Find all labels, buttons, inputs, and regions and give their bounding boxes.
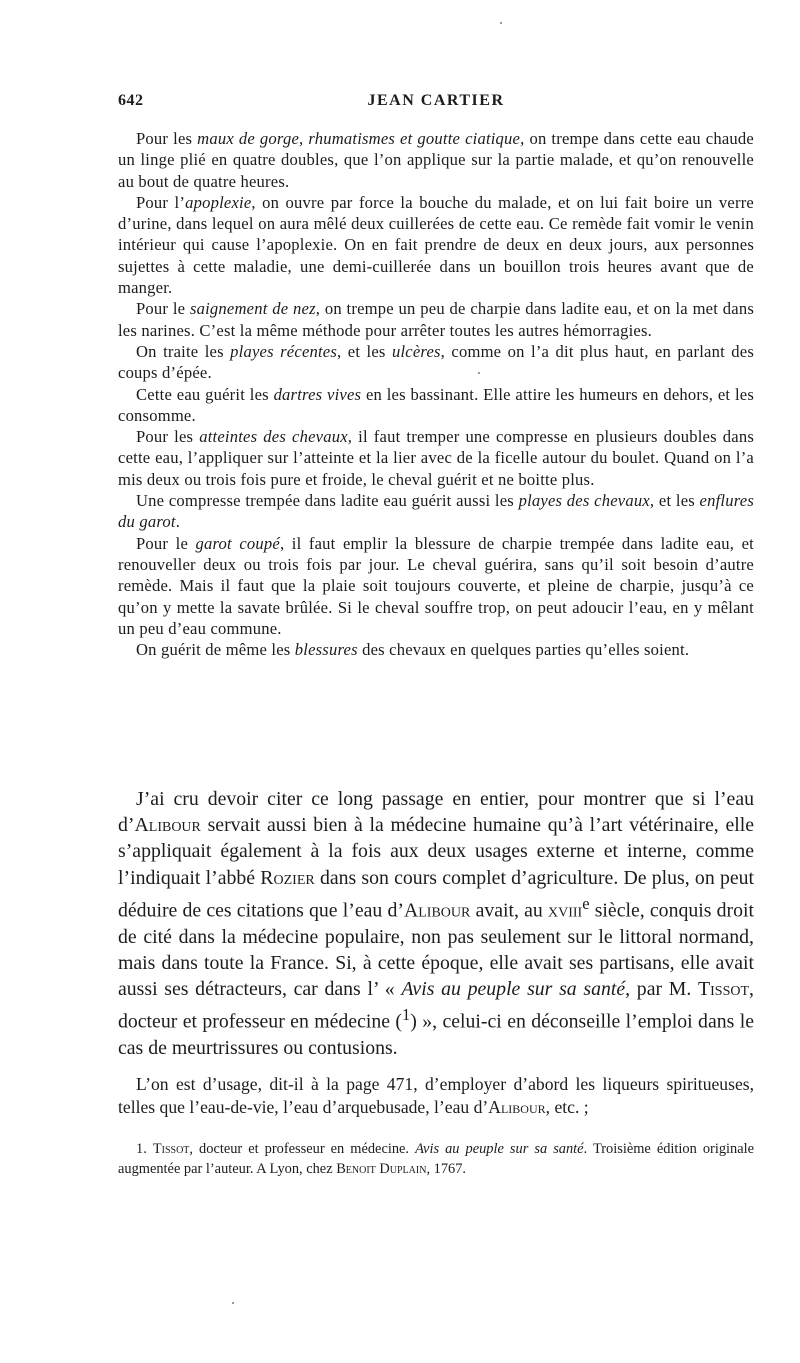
running-header xyxy=(118,92,754,114)
text-run: . Troisième édition originale augmentée par l’auteur. A Lyon, chez xyxy=(118,1141,754,1177)
small-caps-text: Tissot xyxy=(698,978,750,1001)
italic-text: Avis au peuple sur sa santé xyxy=(401,978,626,1001)
text-run: ) », celui-ci en déconseille l’emploi dans le cas de meurtrissures ou contusions. xyxy=(118,1010,754,1060)
superscript: 1 xyxy=(402,1005,411,1025)
quote-paragraph xyxy=(118,490,754,533)
footnote-paragraph xyxy=(118,1140,754,1179)
text-run: , docteur et professeur en médecine. xyxy=(189,1141,416,1157)
text-run: Pour le xyxy=(136,533,196,553)
text-run: , on trempe dans cette eau chaude un linge plié en quatre doubles, que l’on applique sur la partie malade, et qu’on renouvelle au bout de quatre heures. xyxy=(118,129,754,191)
quote-paragraph xyxy=(118,533,754,639)
text-run: dans son cours complet d’agriculture. De plus, on peut déduire de ces citations que l’eau d’ xyxy=(118,866,754,922)
superscript: e xyxy=(582,893,590,913)
text-run: , comme on l’a dit plus haut, en parlant des coups d’épée. xyxy=(118,341,754,383)
text-run: , 1767. xyxy=(426,1160,467,1177)
small-caps-text: Alibour xyxy=(403,899,471,922)
quote-paragraph xyxy=(118,298,754,341)
quote-paragraph xyxy=(118,192,754,298)
text-run: , docteur et professeur en médecine ( xyxy=(118,978,754,1033)
small-caps-text: Tissot xyxy=(152,1141,190,1157)
italic-text: maux de gorge, rhumatismes et goutte ciatique xyxy=(197,129,521,148)
text-run: avait, au xyxy=(470,899,548,922)
footnote xyxy=(118,1140,754,1179)
text-run: des chevaux en quelques parties qu’elles soient. xyxy=(357,640,690,660)
text-run: 1. xyxy=(136,1141,153,1157)
quote-paragraph xyxy=(118,341,754,384)
text-run: J’ai cru devoir citer ce long passage en entier, pour montrer que si l’eau d’ xyxy=(118,788,754,837)
text-run: Pour le xyxy=(136,299,190,319)
quote-paragraph xyxy=(118,639,754,660)
small-caps-text: Alibour xyxy=(134,814,201,837)
text-run: , et les xyxy=(337,341,392,361)
text-run: . xyxy=(175,512,181,532)
text-run: Cette eau guérit les xyxy=(136,384,274,404)
italic-text: atteintes des chevaux xyxy=(199,427,348,447)
paper-speck xyxy=(500,22,502,24)
italic-text: apoplexie xyxy=(185,192,252,212)
text-run: L’on est d’usage, dit-il à la page 471, d’employer d’abord les liqueurs spiritueuses, telles que l’eau-de-vie, l’eau d’arquebusade, l’eau d’ xyxy=(118,1074,754,1117)
italic-text: playes des chevaux xyxy=(518,491,650,511)
text-run: siècle, conquis droit de cité dans la médecine populaire, non pas seulement sur le littoral normand, mais dans toute la France. Si, à cette époque, elle avait ses partisans, elle avait aussi ses détracteurs, car dans l’ « xyxy=(118,899,754,1001)
text-run: On guérit de même les xyxy=(136,640,295,660)
italic-text: playes récentes xyxy=(230,341,338,361)
text-run: On traite les xyxy=(136,341,231,361)
text-run: , et les xyxy=(649,491,700,511)
quoted-passage xyxy=(118,128,754,660)
italic-text: enflures du garot xyxy=(118,491,754,532)
text-run: , etc. ; xyxy=(545,1096,589,1117)
small-caps-text: Benoit Duplain xyxy=(336,1160,427,1177)
italic-text: saignement de nez xyxy=(189,299,316,319)
quote-paragraph xyxy=(118,128,754,192)
italic-text: dartres vives xyxy=(273,384,362,404)
text-run: , il faut emplir la blessure de charpie trempée dans ladite eau, et renouveller deux ou trois fois par jour. Le cheval guérira, sans qu’il soit besoin d’autre remède. Mais il faut que la plaie soit toujours couverte, et pleine de charpie, jusqu’à ce qu’on y mette la savate brûlée. Si le cheval souffre trop, on peut adoucir l’eau, en y mêlant un peu d’eau commune. xyxy=(118,533,754,638)
page-number: 642 xyxy=(118,92,144,109)
text-run: Pour les xyxy=(136,427,200,447)
quote-paragraph xyxy=(118,384,754,427)
paper-speck xyxy=(232,1302,234,1304)
text-run: Pour l’ xyxy=(136,192,186,212)
italic-text: garot coupé xyxy=(195,533,280,553)
running-title: JEAN CARTIER xyxy=(367,92,505,109)
quote-paragraph xyxy=(118,426,754,490)
text-run: en les bassinant. Elle attire les humeurs en dehors, et les consomme. xyxy=(118,384,755,425)
small-caps-text: Rozier xyxy=(260,866,315,889)
text-run: servait aussi bien à la médecine humaine qu’à l’art vétérinaire, elle s’appliquait également à la fois aux deux usages externe et interne, comme l’indiquait l’abbé xyxy=(118,814,754,889)
text-run: Pour les xyxy=(136,129,198,148)
main-text xyxy=(118,786,754,1118)
body-paragraph xyxy=(118,786,754,1061)
italic-text: Avis au peuple sur sa santé xyxy=(415,1141,584,1157)
small-caps-text: xviii xyxy=(548,899,583,922)
text-run: , il faut tremper une compresse en plusieurs doubles dans cette eau, l’appliquer sur l’atteinte et la lier avec de la ficelle autour du boulet. Quand on l’a mis deux ou trois fois pure et froide, le cheval guérit et ne boitte plus. xyxy=(118,427,754,489)
body-paragraph xyxy=(118,1073,754,1118)
small-caps-text: Alibour xyxy=(488,1096,546,1117)
text-run: , on trempe un peu de charpie dans ladite eau, et on la met dans les narines. C’est la même méthode pour arrêter toutes les autres hémorragies. xyxy=(118,299,754,340)
text-run: Une compresse trempée dans ladite eau guérit aussi les xyxy=(136,491,519,511)
text-run: , par M. xyxy=(625,978,699,1001)
italic-text: ulcères xyxy=(391,341,441,361)
italic-text: blessures xyxy=(294,640,358,660)
text-run: , on ouvre par force la bouche du malade, et on lui fait boire un verre d’urine, dans lequel on aura mêlé deux cuillerées de cette eau. Ce remède fait vomir le venin intérieur qui cause l’apoplexie. On en fait prendre de deux en deux jours, aux personnes sujettes à cette maladie, une demi-cuillerée dans un bouillon trois heures avant que de manger. xyxy=(118,192,754,298)
